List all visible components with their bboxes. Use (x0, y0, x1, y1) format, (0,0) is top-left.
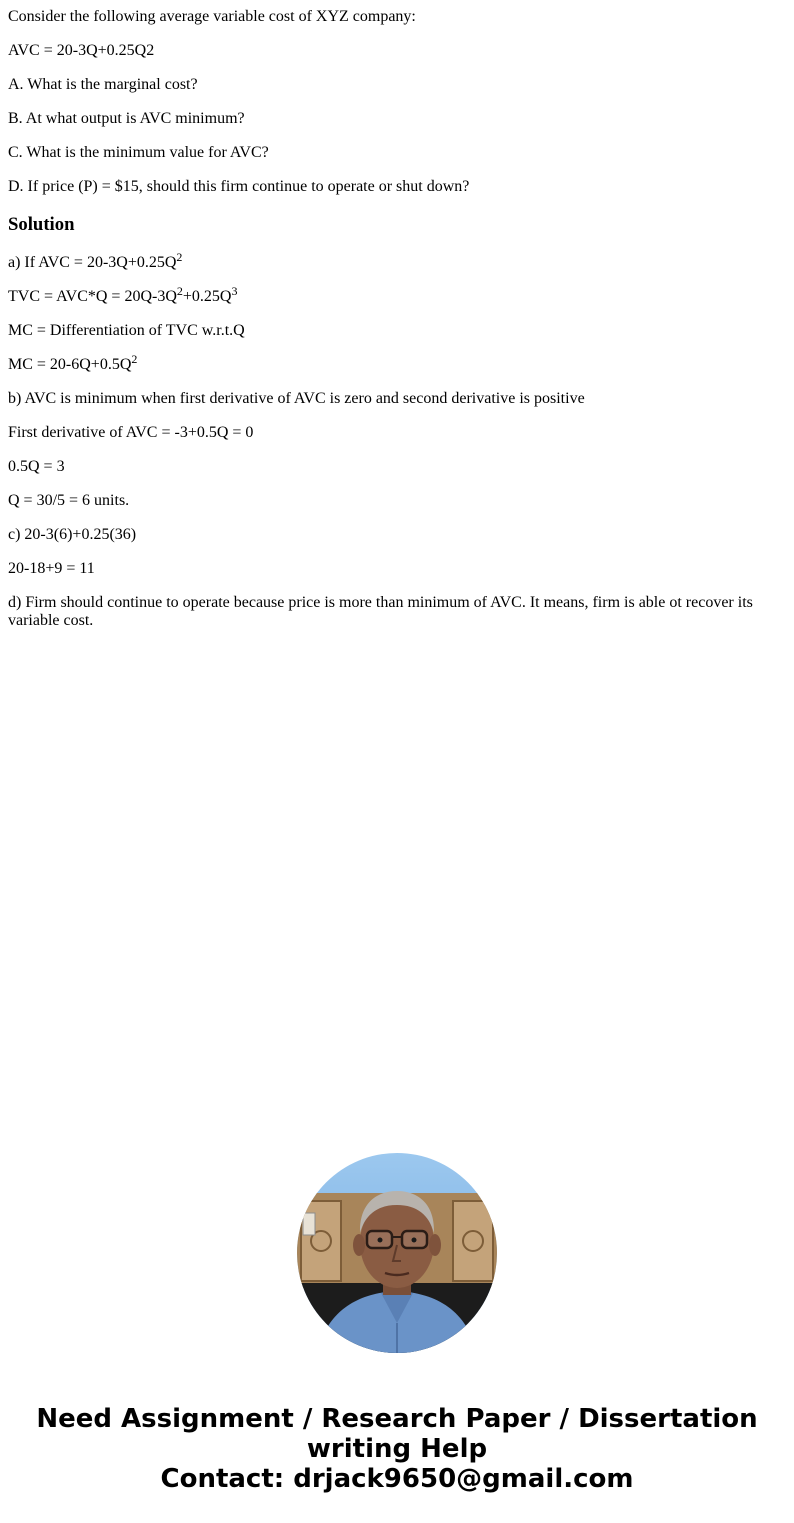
solution-line-a1-text: a) If AVC = 20-3Q+0.25Q (8, 254, 177, 271)
avatar-wall-panel-right (453, 1201, 493, 1281)
solution-line-a2-mid: +0.25Q (182, 288, 232, 305)
question-part-b: B. At what output is AVC minimum? (8, 110, 245, 127)
author-avatar (297, 1153, 497, 1353)
solution-line-b1: b) AVC is minimum when first derivative of AVC is zero and second derivative is positive (8, 390, 585, 407)
solution-line-a4 (8, 352, 778, 374)
solution-line-a2-exponent-2: 3 (231, 284, 238, 298)
solution-line-a1 (8, 250, 778, 272)
solution-line-a1-exponent: 2 (176, 250, 183, 264)
solution-line-a2 (8, 284, 778, 306)
solution-line-b4: Q = 30/5 = 6 units. (8, 492, 130, 509)
solution-line-b2: First derivative of AVC = -3+0.5Q = 0 (8, 424, 254, 441)
question-intro: Consider the following average variable cost of XYZ company: (8, 8, 416, 25)
question-part-a: A. What is the marginal cost? (8, 76, 198, 93)
document-content (8, 0, 778, 646)
solution-line-a2-exponent-1: 2 (176, 284, 183, 298)
solution-line-a3: MC = Differentiation of TVC w.r.t.Q (8, 322, 245, 339)
solution-line-c1: c) 20-3(6)+0.25(36) (8, 526, 137, 543)
solution-line-a4-exponent: 2 (131, 352, 138, 366)
solution-line-a2-text: TVC = AVC*Q = 20Q-3Q (8, 288, 177, 305)
footer-line-1: Need Assignment / Research Paper / Dissertation (36, 1404, 758, 1434)
question-part-d: D. If price (P) = $15, should this firm continue to operate or shut down? (8, 178, 470, 195)
solution-heading: Solution (8, 214, 75, 235)
solution-line-c2: 20-18+9 = 11 (8, 560, 95, 577)
person-portrait-icon (297, 1153, 497, 1353)
footer-contact (0, 1404, 794, 1494)
solution-line-a4-text: MC = 20-6Q+0.5Q (8, 356, 132, 373)
solution-line-d1: d) Firm should continue to operate because price is more than minimum of AVC. It means, firm is able ot recover its variable cost. (8, 594, 753, 629)
footer-contact-email: Contact: drjack9650@gmail.com (160, 1464, 634, 1494)
solution-line-b3: 0.5Q = 3 (8, 458, 65, 475)
question-part-c: C. What is the minimum value for AVC? (8, 144, 269, 161)
footer-line-2: writing Help (306, 1434, 488, 1464)
question-equation: AVC = 20-3Q+0.25Q2 (8, 42, 155, 59)
